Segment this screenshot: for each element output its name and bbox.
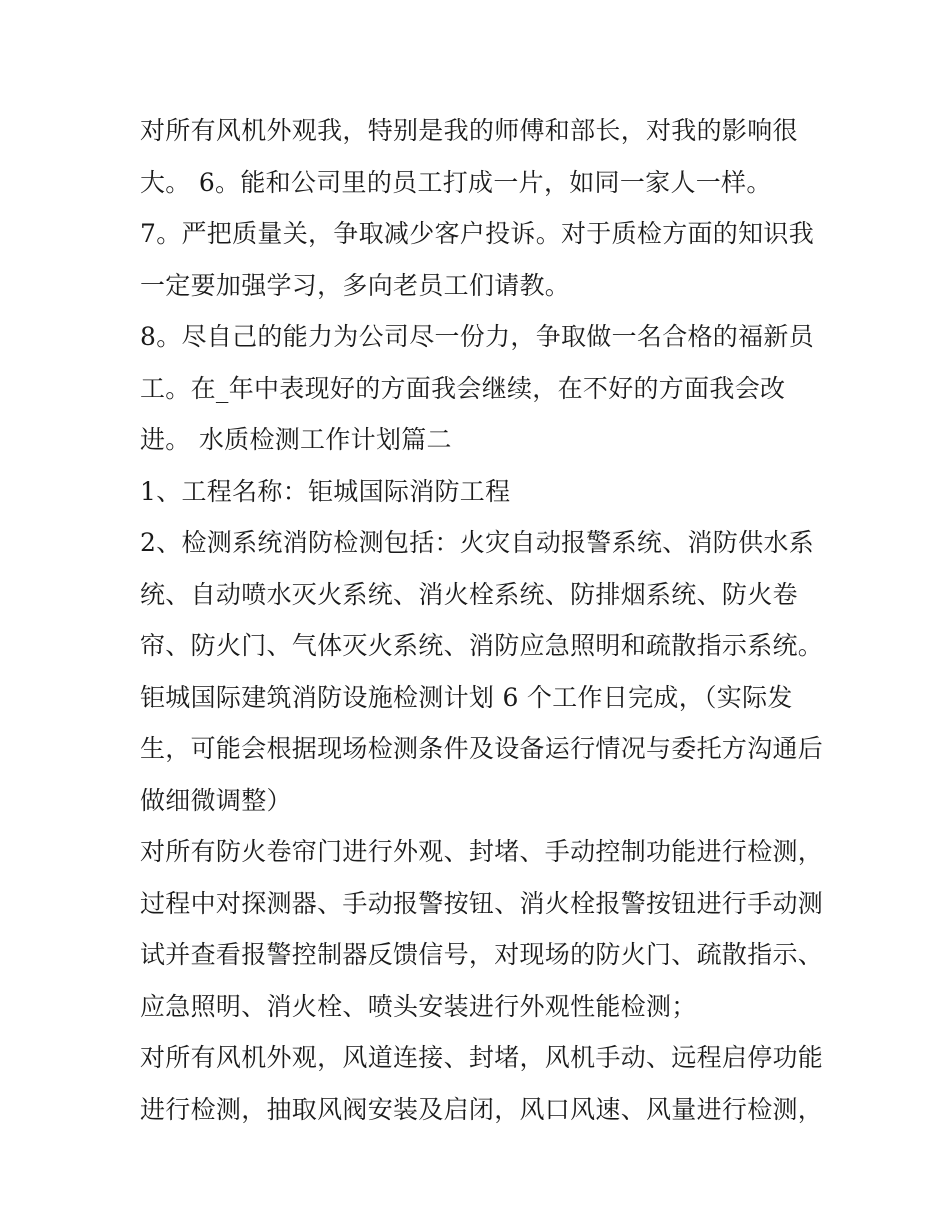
text-line: 统、自动喷水灭火系统、消火栓系统、防排烟系统、防火卷: [140, 579, 798, 609]
text-line: 8。尽自己的能力为公司尽一份力，争取做一名合格的福新员: [140, 322, 815, 351]
text-line: 钜城国际建筑消防设施检测计划 6 个工作日完成，（实际发: [140, 682, 793, 712]
text-line: 试并查看报警控制器反馈信号，对现场的防火门、疏散指示、: [140, 940, 824, 969]
text-line: 大。 6。能和公司里的员工打成一片，如同一家人一样。: [140, 167, 772, 197]
text-line: 帘、防火门、气体灭火系统、消防应急照明和疏散指示系统。: [140, 631, 824, 660]
text-line: 7。严把质量关，争取减少客户投诉。对于质检方面的知识我: [140, 219, 815, 248]
text-line: 对所有风机外观，风道连接、封堵，风机手动、远程启停功能: [140, 1043, 824, 1072]
text-line: 对所有防火卷帘门进行外观、封堵、手动控制功能进行检测，: [140, 837, 824, 866]
text-line: 应急照明、消火栓、喷头安装进行外观性能检测；: [140, 991, 697, 1021]
text-line: 一定要加强学习，多向老员工们请教。: [140, 270, 571, 300]
text-line: 工。在_年中表现好的方面我会继续，在不好的方面我会改: [140, 373, 786, 403]
text-line: 做细微调整）: [140, 785, 292, 815]
text-line: 过程中对探测器、手动报警按钮、消火栓报警按钮进行手动测: [140, 888, 824, 918]
section-heading-line: 进。 水质检测工作计划篇二: [140, 425, 452, 454]
text-line: 进行检测，抽取风阀安装及启闭，风口风速、风量进行检测，: [140, 1094, 824, 1124]
text-line: 生，可能会根据现场检测条件及设备运行情况与委托方沟通后: [140, 734, 824, 763]
document-body: [140, 105, 830, 1135]
text-line: 2、检测系统消防检测包括：火灾自动报警系统、消防供水系: [140, 528, 815, 557]
text-line: 对所有风机外观我，特别是我的师傅和部长，对我的影响很: [140, 116, 798, 145]
text-line: 1、工程名称：钜城国际消防工程: [140, 476, 511, 506]
